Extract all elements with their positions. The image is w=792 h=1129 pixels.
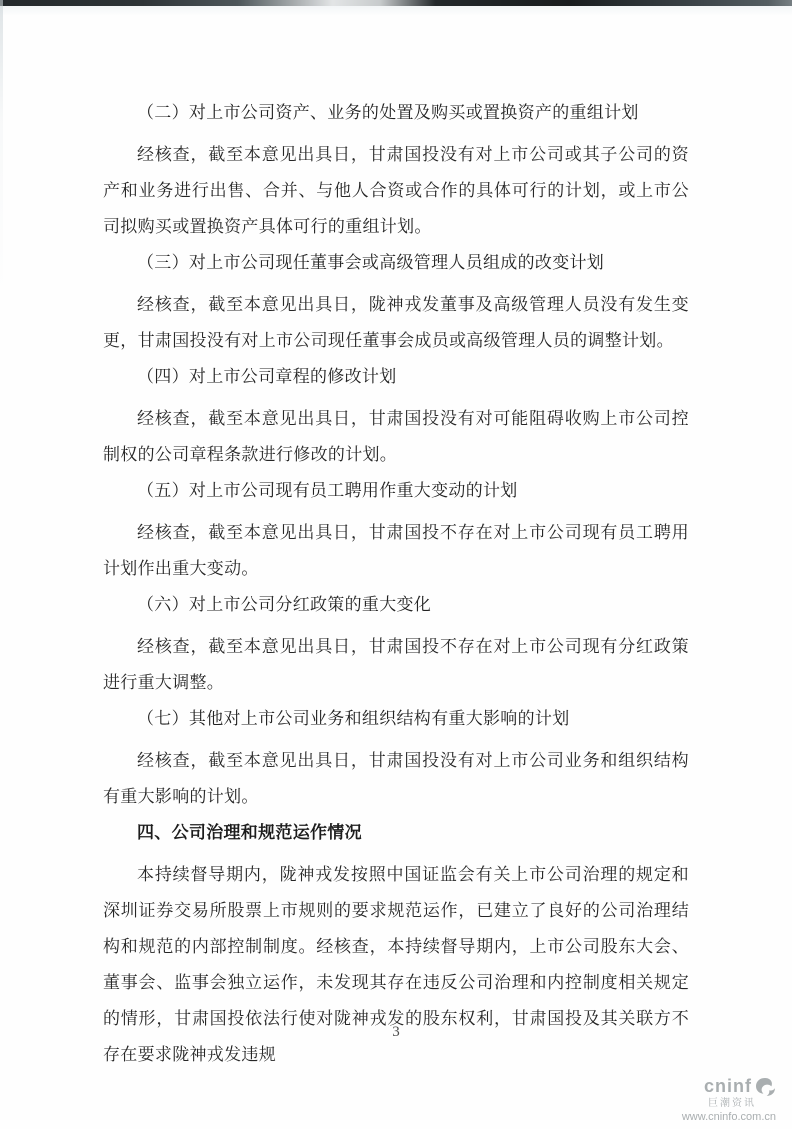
cninfo-brand-name: 巨潮资讯	[708, 1098, 756, 1109]
section-heading: （七）其他对上市公司业务和组织结构有重大影响的计划	[137, 709, 570, 728]
cninfo-logo-row	[682, 1077, 776, 1097]
paragraph: 经核查，截至本意见出具日，甘肃国投没有对上市公司业务和组织结构有重大影响的计划。	[103, 751, 689, 806]
cninfo-logo-text: cninf	[704, 1076, 752, 1097]
section-heading: （六）对上市公司分红政策的重大变化	[137, 595, 432, 614]
paragraph: 经核查，截至本意见出具日，甘肃国投不存在对上市公司现有分红政策进行重大调整。	[103, 637, 689, 692]
page-number: 3	[392, 1024, 400, 1040]
cninfo-swirl-icon	[754, 1077, 776, 1097]
section-heading: （四）对上市公司章程的修改计划	[137, 367, 397, 386]
section-heading: （二）对上市公司资产、业务的处置及购买或置换资产的重组计划	[137, 103, 639, 122]
chapter-heading: 四、公司治理和规范运作情况	[137, 823, 362, 842]
section-heading: （三）对上市公司现任董事会或高级管理人员组成的改变计划	[137, 253, 605, 272]
document-body	[103, 95, 689, 1073]
scan-artifact-left-edge	[0, 0, 3, 1129]
paragraph: 经核查，截至本意见出具日，甘肃国投没有对上市公司或其子公司的资产和业务进行出售、合并、与他人合资或合作的具体可行的计划，或上市公司拟购买或置换资产具体可行的重组计划。	[103, 145, 689, 236]
cninfo-website: www.cninfo.com.cn	[681, 1111, 776, 1123]
paragraph: 经核查，截至本意见出具日，陇神戎发董事及高级管理人员没有发生变更，甘肃国投没有对上市公司现任董事会成员或高级管理人员的调整计划。	[103, 295, 689, 350]
scan-artifact-top-fade	[0, 6, 792, 16]
paragraph: 经核查，截至本意见出具日，甘肃国投不存在对上市公司现有员工聘用计划作出重大变动。	[103, 523, 689, 578]
cninfo-watermark	[682, 1077, 776, 1123]
section-heading: （五）对上市公司现有员工聘用作重大变动的计划	[137, 481, 518, 500]
paragraph: 本持续督导期内，陇神戎发按照中国证监会有关上市公司治理的规定和深圳证券交易所股票上市规则的要求规范运作，已建立了良好的公司治理结构和规范的内部控制制度。经核查，本持续督导期内，上市公司股东大会、董事会、监事会独立运作，未发现其存在违反公司治理和内控制度相关规定的情形，甘肃国投依法行使对陇神戎发的股东权利，甘肃国投及其关联方不存在要求陇神戎发违规	[103, 865, 689, 1064]
paragraph: 经核查，截至本意见出具日，甘肃国投没有对可能阻碍收购上市公司控制权的公司章程条款进行修改的计划。	[103, 409, 689, 464]
